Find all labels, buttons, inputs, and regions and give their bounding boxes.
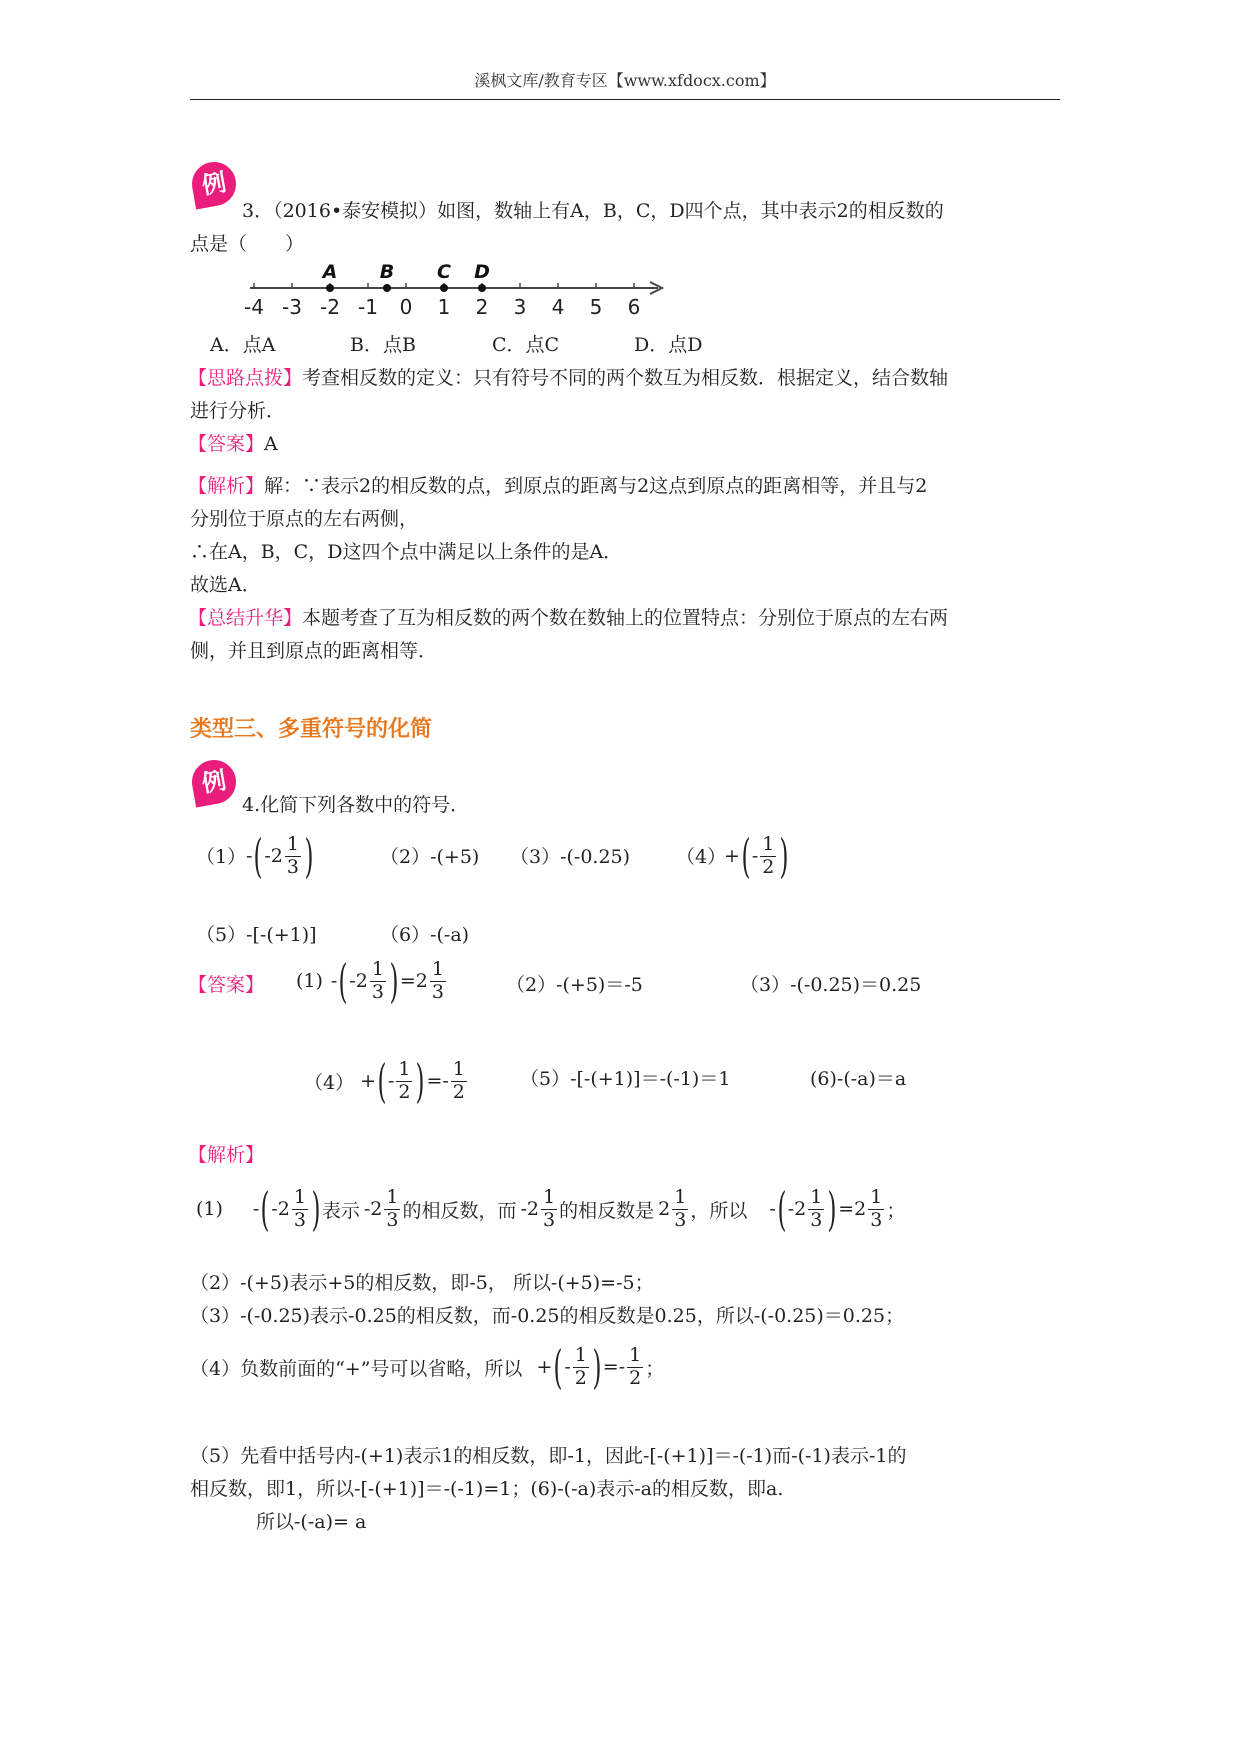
number-line-figure bbox=[240, 258, 680, 330]
q4-stem: 4.化简下列各数中的符号． bbox=[242, 794, 470, 816]
number-line-tick-label: -3 bbox=[282, 295, 302, 319]
s4-text: （4）负数前面的“+”号可以省略，所以 bbox=[190, 1357, 523, 1380]
q3-stem-line1: 3．（2016•泰安模拟）如图，数轴上有A，B，C，D四个点，其中表示2的相反数的 bbox=[242, 200, 944, 222]
q4-s1-line: (1) - ( -2 $\frac{1}{3}$ ) 表示 -2 $\frac{1}{3}$ 的相反数，而 -2 $\frac{1}{3}$ 的相反数是 2 $\frac{1}{3}$ ，所以 - ( -2 $\frac{1}{3}$ ) =2 $\frac{1}{3}$ ； bbox=[196, 1182, 906, 1236]
number-line-tick-label: -1 bbox=[358, 295, 378, 319]
s1-de-xiangfanshu: 的相反数，而 bbox=[402, 1199, 517, 1222]
q4-s2: （2）-(+5)表示+5的相反数，即-5， 所以-(+5)=-5； bbox=[190, 1272, 654, 1294]
number-line-point bbox=[326, 284, 334, 292]
q4-s5-line1: （5）先看中括号内-(+1)表示1的相反数，即-1，因此-[-(+1)]＝-(-1)而-(-1)表示-1的 bbox=[190, 1445, 907, 1467]
section-title: 类型三、多重符号的化简 bbox=[190, 717, 433, 742]
s1-de-xiangfanshu-shi: 的相反数是 bbox=[559, 1199, 655, 1222]
q4-a5: （5）-[-(+1)]＝-(-1)＝1 bbox=[520, 1068, 731, 1090]
number-line-point-label: B bbox=[379, 261, 395, 283]
number-line-tick-label: -4 bbox=[244, 295, 264, 319]
q3-option-a: A．点A bbox=[210, 334, 276, 356]
number-line-point bbox=[478, 284, 486, 292]
q4-a3: （3）-(-0.25)＝0.25 bbox=[740, 974, 922, 996]
analysis-line2: 分别位于原点的左右两侧， bbox=[190, 508, 419, 530]
q4-s3: （3）-(-0.25)表示-0.25的相反数，而-0.25的相反数是0.25，所以-(-0.25)＝0.25； bbox=[190, 1305, 905, 1327]
q4-p1-label: （1） bbox=[196, 846, 247, 868]
number-line-point-label: D bbox=[474, 261, 490, 283]
q4-s5-line2: 相反数，即1，所以-[-(+1)]＝-(-1)=1；(6)-(-a)表示-a的相反数，即a. bbox=[190, 1478, 784, 1500]
example-badge-icon: 例 bbox=[189, 757, 240, 808]
q4-analysis-tag: 【解析】 bbox=[188, 1144, 265, 1166]
summary-line1: 本题考查了互为相反数的两个数在数轴上的位置特点：分别位于原点的左右两 bbox=[302, 607, 949, 629]
analysis-line3: ∴在A，B，C，D这四个点中满足以上条件的是A． bbox=[190, 541, 623, 563]
q4-p5: （5）-[-(+1)] bbox=[196, 924, 317, 946]
q4-s4-line: （4）负数前面的“+”号可以省略，所以 + ( - $\frac{1}{2}$ ) =- $\frac{1}{2}$ ； bbox=[190, 1340, 665, 1394]
page-header: 溪枫文库/教育专区【www.xfdocx.com】 bbox=[190, 68, 1060, 100]
q4-s6: 所以-(-a)= a bbox=[256, 1511, 367, 1533]
number-line-tick-label: 5 bbox=[589, 295, 603, 319]
number-line-tick-label: 0 bbox=[399, 295, 413, 319]
number-line-tick-label: 4 bbox=[551, 295, 565, 319]
number-line-point bbox=[383, 284, 391, 292]
number-line-point-label: A bbox=[322, 261, 338, 283]
q4-p2: （2）-(+5) bbox=[380, 846, 480, 868]
summary-tag: 【总结升华】 bbox=[188, 607, 303, 629]
q4-a1-expr: (1) - ( -2 $\frac{1}{3}$ ) =2 $\frac{1}{3}$ bbox=[296, 954, 444, 1008]
q4-answer-tag: 【答案】 bbox=[188, 974, 265, 996]
q4-p6: （6）-(-a) bbox=[380, 924, 470, 946]
q3-summary bbox=[188, 603, 948, 630]
q4-p3: （3）-(-0.25) bbox=[510, 846, 631, 868]
q3-analysis bbox=[188, 471, 927, 498]
q4-a6: (6)-(-a)＝a bbox=[810, 1068, 907, 1090]
number-line-tick-label: 6 bbox=[627, 295, 641, 319]
number-line-point bbox=[440, 284, 448, 292]
q4-a4-expr: （4） + ( - $\frac{1}{2}$ ) =- $\frac{1}{2}$ bbox=[304, 1054, 465, 1108]
hint-tag: 【思路点拨】 bbox=[188, 367, 303, 389]
q3-option-b: B．点B bbox=[350, 334, 416, 356]
q3-option-c: C．点C bbox=[492, 334, 560, 356]
q4-a2: （2）-(+5)＝-5 bbox=[506, 974, 643, 996]
q3-hint bbox=[188, 363, 948, 390]
analysis-line4: 故选A． bbox=[190, 574, 261, 596]
q4-p4-label: （4） bbox=[676, 846, 727, 868]
answer-tag: 【答案】 bbox=[188, 433, 265, 455]
hint-text: 考查相反数的定义：只有符号不同的两个数互为相反数．根据定义，结合数轴 bbox=[302, 367, 949, 389]
q3-stem-line2: 点是（ ） bbox=[190, 233, 305, 255]
number-line-tick-label: -2 bbox=[320, 295, 340, 319]
q3-answer bbox=[188, 429, 278, 456]
summary-line2: 侧，并且到原点的距离相等． bbox=[190, 640, 438, 662]
s1-suoyi: ，所以 bbox=[690, 1199, 748, 1222]
q4-p1-expr: - ( -2 $\frac{1}{3}$ ) bbox=[246, 829, 314, 883]
q3-hint-line2: 进行分析． bbox=[190, 400, 286, 422]
q3-option-d: D．点D bbox=[634, 334, 703, 356]
q4-p4-expr: + ( - $\frac{1}{2}$ ) bbox=[724, 829, 789, 883]
number-line-tick-label: 3 bbox=[513, 295, 527, 319]
example-badge-icon: 例 bbox=[189, 159, 240, 210]
number-line-tick-label: 2 bbox=[475, 295, 489, 319]
number-line-tick-label: 1 bbox=[437, 295, 451, 319]
analysis-tag: 【解析】 bbox=[188, 475, 265, 497]
s1-biaoshi: 表示 bbox=[321, 1199, 360, 1222]
number-line-point-label: C bbox=[437, 261, 451, 283]
analysis-line1: 解：∵表示2的相反数的点，到原点的距离与2这点到原点的距离相等，并且与2 bbox=[264, 475, 928, 497]
answer-value: A bbox=[264, 433, 278, 455]
